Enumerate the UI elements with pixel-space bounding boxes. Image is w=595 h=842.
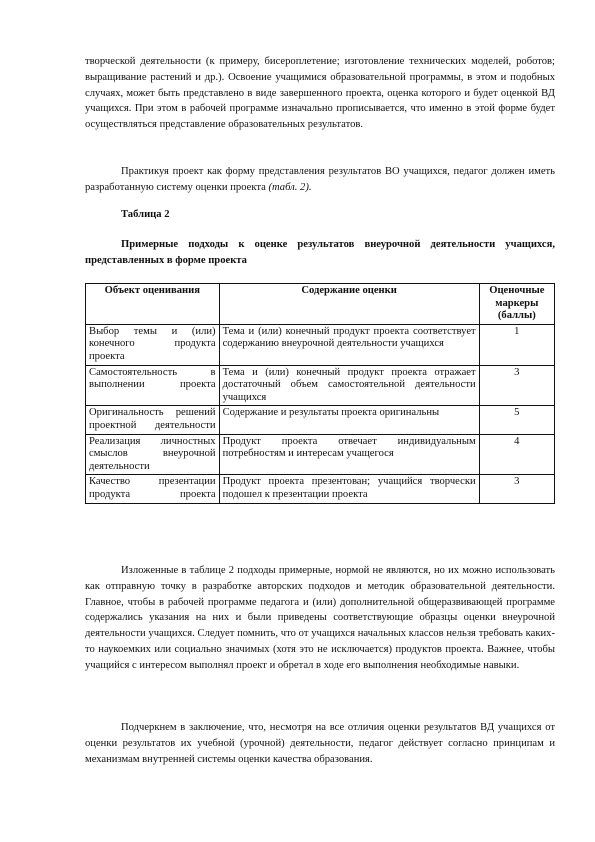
cell-score: 4	[479, 434, 554, 475]
cell-object: Оригинальность решений проектной деятельности	[86, 406, 220, 434]
header-object: Объект оценивания	[86, 284, 220, 325]
cell-content: Тема и (или) конечный продукт проекта соответствует содержанию внеурочной деятельности учащихся	[219, 324, 479, 365]
cell-score: 1	[479, 324, 554, 365]
cell-object: Самостоятельность в выполнении проекта	[86, 365, 220, 406]
table-title: Примерные подходы к оценке результатов внеурочной деятельности учащихся, представленных в форме проекта	[85, 239, 555, 266]
header-markers: Оценочные маркеры (баллы)	[479, 284, 554, 325]
assessment-table	[85, 283, 555, 504]
cell-content: Содержание и результаты проекта оригинальны	[219, 406, 479, 434]
cell-content: Тема и (или) конечный продукт проекта отражает достаточный объем самостоятельной деятельности учащихся	[219, 365, 479, 406]
table-row	[86, 365, 555, 406]
paragraph-3: Изложенные в таблице 2 подходы примерные, нормой не являются, но их можно использовать как отправную точку в разработке авторских подходов и методик образовательной деятельности. Главное, чтобы в рабочей программе педагога и (или) дополнительной общеразвивающей программе содержались указания на них и были приведены соответствующие образцы оценки внеурочной деятельности учащихся. Следует помнить, что от учащихся начальных классов нельзя требовать каких-то наукоемких или социально значимых (хотя это не исключается) продуктов проекта. Важнее, чтобы учащийся с интересом выполнял проект и обретал в ходе его выполнения необходимые навыки.	[85, 565, 555, 671]
paragraph-1: творческой деятельности (к примеру, бисероплетение; изготовление технических моделей, роботов; выращивание растений и др.). Освоение учащимися образовательной программы, в этом и подобных случаях, может быть представлено в виде завершенного проекта, оценка которого и будет оценкой ВД учащихся. При этом в рабочей программе изначально прописывается, что именно в этой форме будет осуществляться представление образовательных результатов.	[85, 56, 555, 131]
cell-content: Продукт проекта презентован; учащийся творчески подошел к презентации проекта	[219, 475, 479, 503]
table-reference: (табл. 2).	[268, 181, 312, 193]
cell-score: 5	[479, 406, 554, 434]
cell-content: Продукт проекта отвечает индивидуальным потребностям и интересам учащегося	[219, 434, 479, 475]
paragraph-2	[85, 164, 555, 196]
paragraph-2-text: Практикуя проект как форму представления результатов ВО учащихся, педагог должен иметь разработанную систему оценки проекта	[85, 166, 555, 193]
table-row	[86, 324, 555, 365]
paragraph-4: Подчеркнем в заключение, что, несмотря на все отличия оценки результатов ВД учащихся от оценки результатов их учебной (урочной) деятельности, педагог действует согласно принципам и механизмам внутренней системы оценки качества образования.	[85, 722, 555, 765]
cell-object: Качество презентации продукта проекта	[86, 475, 220, 503]
table-label: Таблица 2	[121, 209, 170, 220]
table-header-row	[86, 284, 555, 325]
cell-object: Выбор темы и (или) конечного продукта проекта	[86, 324, 220, 365]
cell-score: 3	[479, 475, 554, 503]
cell-object: Реализация личностных смыслов внеурочной деятельности	[86, 434, 220, 475]
table-row	[86, 434, 555, 475]
header-content: Содержание оценки	[219, 284, 479, 325]
table-row	[86, 406, 555, 434]
table-row	[86, 475, 555, 503]
cell-score: 3	[479, 365, 554, 406]
